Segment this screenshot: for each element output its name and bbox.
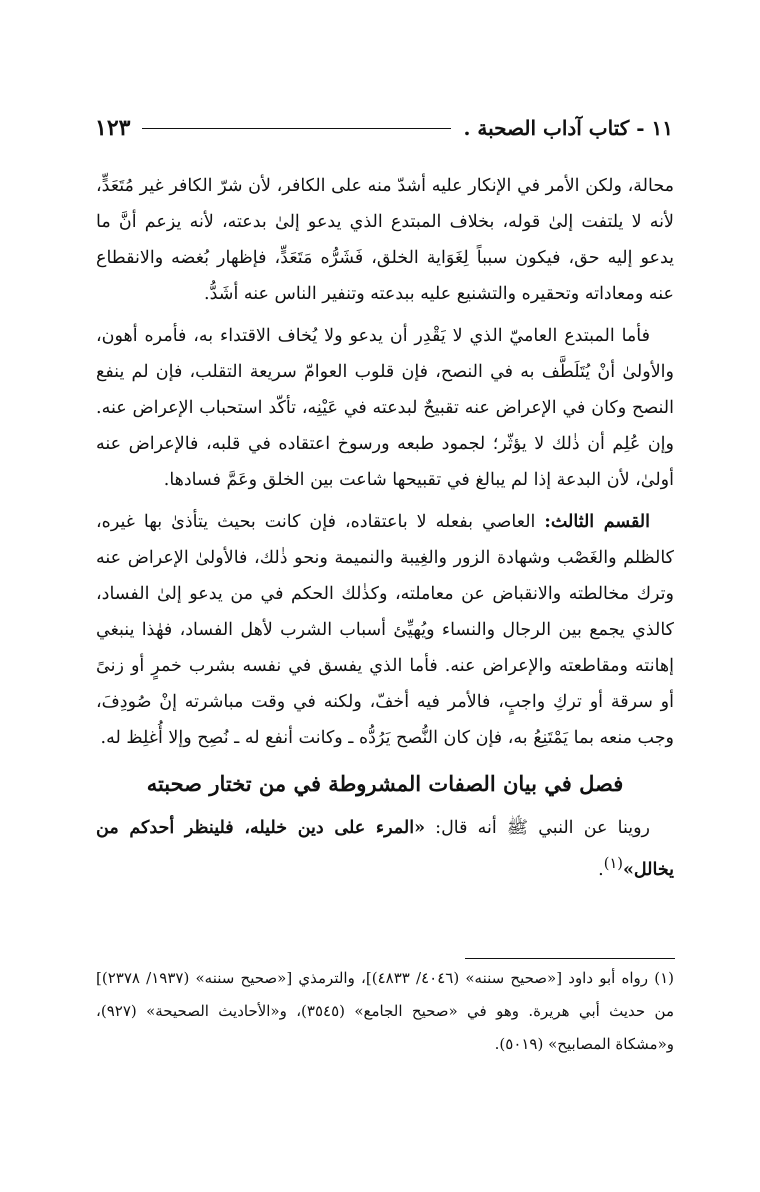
paragraph: فأما المبتدع العاميّ الذي لا يَقْدِر أن يدعو ولا يُخاف الاقتداء به، فأمره أهون، والأولىٰ أنْ يُتَلَطَّف به في النصح، فإن قلوب العوامّ سريعة التقلب، فإن لم ينفع النصح وكان في الإعراض عنه تقبيحٌ لبدعته في عَيْنِه، تأكّد استحباب الإعراض عنه. وإن عُلِم أن ذٰلك لا يؤثّر؛ لجمود طبعه ورسوخ اعتقاده في قلبه، فالإعراض عنه أولىٰ، لأن البدعة إذا لم يبالغ في تقبيحها شاعت بين الخلق وعَمَّ فسادها. bbox=[96, 326, 674, 490]
paragraph bbox=[96, 810, 674, 888]
footnotes bbox=[96, 962, 674, 1061]
main-text bbox=[96, 168, 674, 894]
footnote-separator bbox=[465, 958, 675, 959]
hadith-quote: «المرء على دين خليله، فلينظر أحدكم من يخالل» bbox=[96, 818, 674, 880]
paragraph-text: العاصي بفعله لا باعتقاده، فإن كانت بحيث يتأذىٰ بها غيره، كالظلم والغَصْب وشهادة الزور والغِيبة والنميمة ونحو ذٰلك، فالأولىٰ الإعراض عنه وترك مخالطته والانقباض عن معاملته، وكذٰلك الحكم في من يدعو إلىٰ الفساد، كالذي يجمع بين الرجال والنساء ويُهيِّئ أسباب الشرب لأهل الفساد، فهٰذا ينبغي إهانته ومقاطعته والإعراض عنه. فأما الذي يفسق في نفسه بشرب خمرٍ أو زنىً أو سرقة أو تركِ واجبٍ، فالأمر فيه أخفّ، ولكنه في وقت مباشرته إنْ صُودِفَ، وجب منعه بما يَمْتَنِعُ به، فإن كان النُّصح يَرُدُّه ـ وكانت أنفع له ـ نُصِح وإلا أُغلِظ له. bbox=[96, 512, 674, 748]
header-rule bbox=[142, 128, 451, 129]
running-header bbox=[95, 108, 673, 148]
paragraph: محالة، ولكن الأمر في الإنكار عليه أشدّ منه على الكافر، لأن شرّ الكافر غير مُتَعَدٍّ، لأنه لا يلتفت إلىٰ قوله، بخلاف المبتدع الذي يدعو إلىٰ بدعته، لأنه يزعم أنَّ ما يدعو إليه حق، فيكون سبباً لِغَوَاية الخلق، فَشَرُّه مَتَعَدٍّ، فإظهار بُغضه والانقطاع عنه ومعاداته وتحقيره والتشنيع عليه ببدعته وتنفير الناس عنه أشَدُّ. bbox=[96, 176, 674, 304]
page-number: ١٢٣ bbox=[95, 115, 131, 141]
hadith-end: . bbox=[598, 859, 604, 880]
paragraph bbox=[96, 504, 674, 756]
section-lead: القسم الثالث: bbox=[544, 512, 650, 532]
section-heading: فصل في بيان الصفات المشروطة في من تختار صحبته bbox=[146, 771, 624, 796]
chapter-title: ١١ - كتاب آداب الصحبة . bbox=[463, 116, 673, 140]
footnote-ref: (١) bbox=[603, 855, 623, 872]
hadith-intro: روينا عن النبي ﷺ أنه قال: bbox=[425, 818, 651, 838]
footnote: (١) رواه أبو داود [«صحيح سننه» (٤٠٤٦/ ٤٨٣٣)]، والترمذي [«صحيح سننه» (١٩٣٧/ ٢٣٧٨)] من حديث أبي هريرة. وهو في «صحيح الجامع» (٣٥٤٥)، و«الأحاديث الصحيحة» (٩٢٧)، و«مشكاة المصابيح» (٥٠١٩). bbox=[96, 969, 675, 1053]
